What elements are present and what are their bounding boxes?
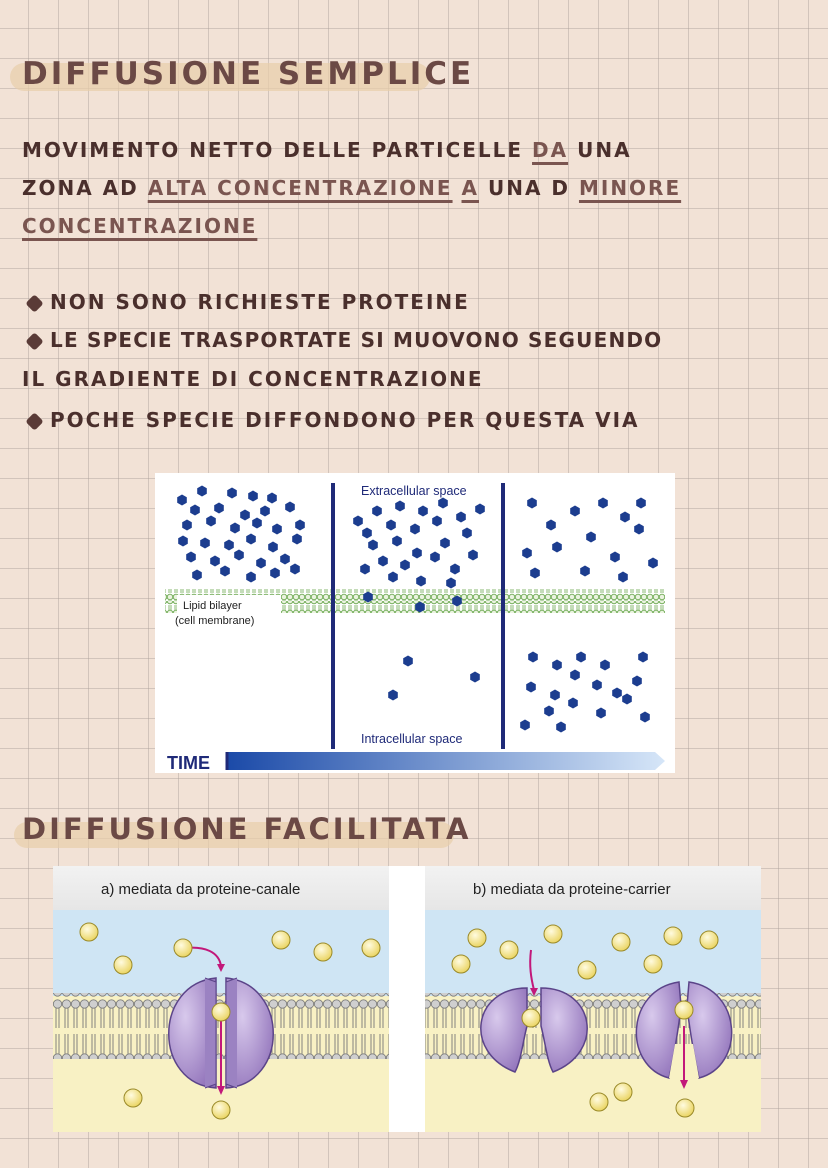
- solute-particle: [260, 506, 270, 517]
- solute-particle: [634, 524, 644, 535]
- solute-particle: [430, 552, 440, 563]
- solute-particle: [570, 670, 580, 681]
- section-title-diffusione-facilitata: DIFFUSIONE FACILITATA: [22, 812, 472, 846]
- solute-particle: [600, 660, 610, 671]
- bullet-3: POCHE SPECIE DIFFONDONO PER QUESTA VIA: [50, 408, 640, 432]
- solute-particle: [353, 516, 363, 527]
- solute-particle: [280, 554, 290, 565]
- solute-particle: [240, 510, 250, 521]
- solute-particle: [177, 495, 187, 506]
- definition-line-1: [22, 138, 632, 162]
- solute-particle: [636, 498, 646, 509]
- solute-particle: [270, 568, 280, 579]
- bullet-diamond-icon: [25, 294, 43, 312]
- solute-particle: [596, 708, 606, 719]
- solute-particle: [456, 512, 466, 523]
- definition-text: UNA D: [487, 176, 570, 200]
- solute-molecule: [124, 1089, 142, 1107]
- simple-diffusion-figure: [155, 473, 675, 773]
- solute-particle: [418, 506, 428, 517]
- solute-particle: [568, 698, 578, 709]
- solute-particle: [268, 542, 278, 553]
- solute-particle: [388, 572, 398, 583]
- solute-molecule: [544, 925, 562, 943]
- solute-particle: [520, 720, 530, 731]
- definition-text: MOVIMENTO NETTO DELLE PARTICELLE: [22, 138, 524, 162]
- solute-molecule: [676, 1099, 694, 1117]
- solute-particle: [368, 540, 378, 551]
- solute-particle: [556, 722, 566, 733]
- solute-molecule: [664, 927, 682, 945]
- panel-b-title: b) mediata da proteine-carrier: [473, 881, 671, 898]
- solute-particle: [470, 672, 480, 683]
- solute-particle: [432, 516, 442, 527]
- solute-molecule: [522, 1009, 540, 1027]
- solute-particle: [468, 550, 478, 561]
- solute-molecule: [468, 929, 486, 947]
- solute-particle: [446, 578, 456, 589]
- solute-particle: [412, 548, 422, 559]
- solute-particle: [612, 688, 622, 699]
- bullet-2: LE SPECIE TRASPORTATE SI MUOVONO SEGUENDO: [50, 328, 663, 352]
- definition-concentration: CONCENTRAZIONE: [22, 214, 258, 238]
- solute-particle: [192, 570, 202, 581]
- solute-particle: [372, 506, 382, 517]
- panel-carrier: [425, 866, 761, 1132]
- bullet-2-continued: IL GRADIENTE DI CONCENTRAZIONE: [22, 367, 484, 391]
- solute-particle: [552, 660, 562, 671]
- solute-particle: [598, 498, 608, 509]
- solute-particle: [544, 706, 554, 717]
- solute-molecule: [80, 923, 98, 941]
- membrane-label-sub: (cell membrane): [175, 615, 255, 627]
- solute-particle: [648, 558, 658, 569]
- bullet-diamond-icon: [25, 332, 43, 350]
- solute-particle: [206, 516, 216, 527]
- section-title-diffusione-semplice: DIFFUSIONE SEMPLICE: [22, 56, 475, 92]
- facilitated-diffusion-diagram: [53, 866, 761, 1132]
- solute-particle: [360, 564, 370, 575]
- time-arrow: [227, 752, 665, 770]
- solute-particle: [546, 520, 556, 531]
- definition-high-concentration: ALTA CONCENTRAZIONE: [147, 176, 453, 200]
- solute-particle: [252, 518, 262, 529]
- solute-particle: [290, 564, 300, 575]
- solute-particle: [388, 690, 398, 701]
- solute-particle: [530, 568, 540, 579]
- definition-text: ZONA AD: [22, 176, 139, 200]
- solute-molecule: [644, 955, 662, 973]
- bullet-diamond-icon: [25, 412, 43, 430]
- solute-particle: [214, 503, 224, 514]
- solute-particle: [395, 501, 405, 512]
- definition-from: DA: [532, 138, 569, 162]
- solute-particle: [618, 572, 628, 583]
- solute-particle: [570, 506, 580, 517]
- solute-particle: [527, 498, 537, 509]
- bullet-1: NON SONO RICHIESTE PROTEINE: [50, 290, 470, 314]
- time-label: TIME: [167, 753, 210, 773]
- solute-particle: [272, 524, 282, 535]
- solute-molecule: [612, 933, 630, 951]
- solute-particle: [640, 712, 650, 723]
- solute-particle: [234, 550, 244, 561]
- solute-particle: [186, 552, 196, 563]
- solute-particle: [450, 564, 460, 575]
- solute-particle: [230, 523, 240, 534]
- membrane-label: Lipid bilayer: [183, 600, 242, 612]
- solute-molecule: [362, 939, 380, 957]
- solute-particle: [200, 538, 210, 549]
- solute-molecule: [500, 941, 518, 959]
- solute-particle: [295, 520, 305, 531]
- solute-particle: [267, 493, 277, 504]
- solute-particle: [638, 652, 648, 663]
- solute-particle: [592, 680, 602, 691]
- definition-line-2: [22, 176, 681, 200]
- solute-particle: [378, 556, 388, 567]
- solute-particle: [632, 676, 642, 687]
- definition-lower: MINORE: [578, 176, 682, 200]
- solute-molecule: [212, 1101, 230, 1119]
- definition-text: UNA: [577, 138, 632, 162]
- panel-channel: [53, 866, 389, 1132]
- extracellular-label: Extracellular space: [361, 484, 467, 498]
- solute-molecule: [114, 956, 132, 974]
- solute-particle: [475, 504, 485, 515]
- solute-particle: [210, 556, 220, 567]
- solute-molecule: [614, 1083, 632, 1101]
- solute-particle: [400, 560, 410, 571]
- solute-particle: [610, 552, 620, 563]
- definition-line-3: [22, 214, 257, 238]
- solute-particle: [227, 488, 237, 499]
- solute-molecule: [174, 939, 192, 957]
- solute-particle: [190, 505, 200, 516]
- solute-particle: [580, 566, 590, 577]
- solute-particle: [522, 548, 532, 559]
- intracellular-label: Intracellular space: [361, 732, 463, 746]
- solute-molecule: [272, 931, 290, 949]
- solute-particle: [178, 536, 188, 547]
- solute-particle: [362, 528, 372, 539]
- solute-particle: [550, 690, 560, 701]
- solute-particle: [246, 572, 256, 583]
- solute-particle: [285, 502, 295, 513]
- solute-particle: [620, 512, 630, 523]
- solute-particle: [182, 520, 192, 531]
- solute-particle: [438, 498, 448, 509]
- solute-particle: [224, 540, 234, 551]
- solute-particle: [416, 576, 426, 587]
- panel-a-title: a) mediata da proteine-canale: [101, 881, 301, 898]
- solute-particle: [586, 532, 596, 543]
- solute-particle: [576, 652, 586, 663]
- solute-molecule: [212, 1003, 230, 1021]
- definition-to: A: [461, 176, 479, 200]
- solute-particle: [256, 558, 266, 569]
- solute-particle: [292, 534, 302, 545]
- solute-particle: [220, 566, 230, 577]
- solute-molecule: [314, 943, 332, 961]
- solute-particle: [197, 486, 207, 497]
- solute-particle: [440, 538, 450, 549]
- solute-molecule: [700, 931, 718, 949]
- solute-particle: [462, 528, 472, 539]
- solute-particle: [248, 491, 258, 502]
- solute-particle: [622, 694, 632, 705]
- solute-particle: [552, 542, 562, 553]
- solute-particle: [246, 534, 256, 545]
- solute-particle: [403, 656, 413, 667]
- solute-particle: [386, 520, 396, 531]
- solute-molecule: [675, 1001, 693, 1019]
- solute-particle: [410, 524, 420, 535]
- solute-particle: [526, 682, 536, 693]
- simple-diffusion-diagram: [155, 473, 675, 773]
- facilitated-diffusion-figure: [53, 866, 761, 1132]
- solute-particle: [528, 652, 538, 663]
- solute-molecule: [578, 961, 596, 979]
- solute-molecule: [590, 1093, 608, 1111]
- solute-molecule: [452, 955, 470, 973]
- solute-particle: [392, 536, 402, 547]
